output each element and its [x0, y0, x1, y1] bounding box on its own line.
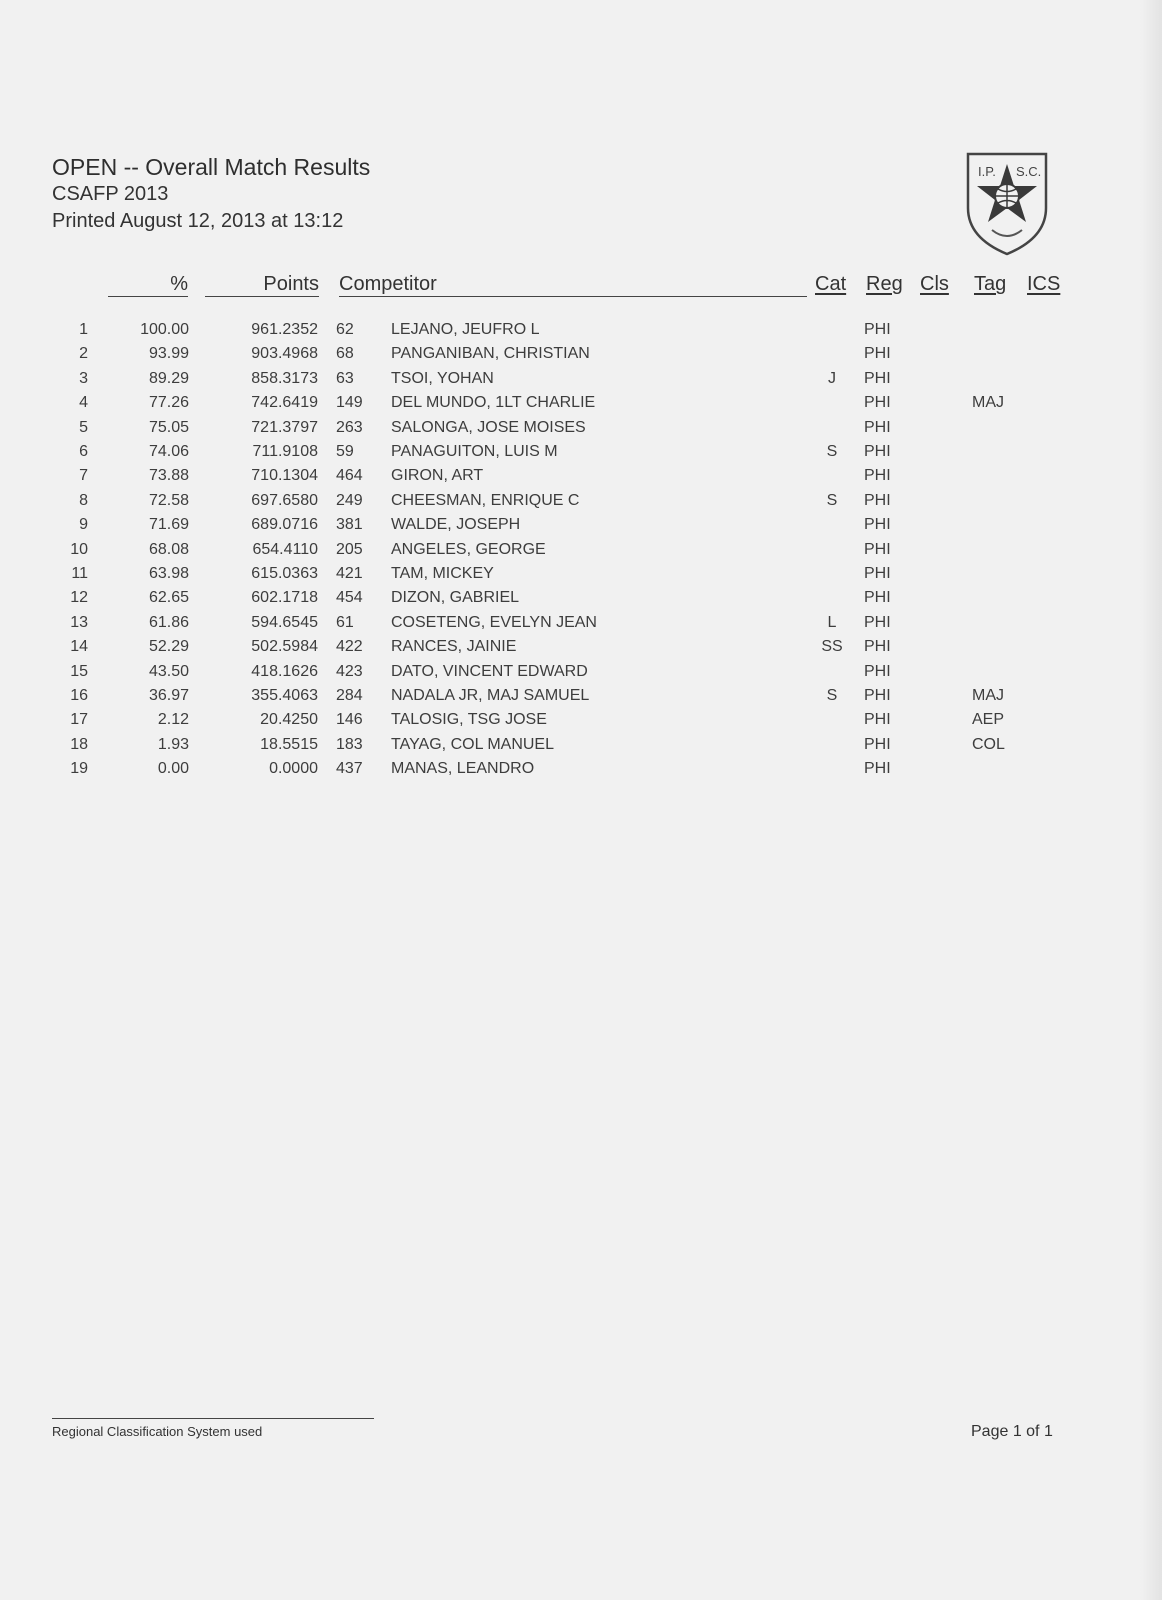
row-region: PHI	[864, 516, 891, 534]
column-header-cat: Cat	[815, 273, 847, 295]
row-region: PHI	[864, 662, 891, 680]
row-percent: 71.69	[148, 516, 189, 534]
table-row	[0, 660, 1162, 684]
row-category: S	[826, 687, 838, 704]
row-competitor-number: 146	[336, 711, 363, 729]
table-row	[0, 733, 1162, 757]
row-percent: 1.93	[157, 735, 189, 753]
logo-text-left: I.P.	[978, 164, 996, 179]
column-header-points: Points	[205, 272, 319, 297]
match-name: CSAFP 2013	[52, 183, 169, 205]
row-percent: 74.06	[148, 443, 189, 460]
row-competitor-number: 63	[336, 369, 354, 387]
row-place: 19	[70, 760, 88, 778]
row-region: PHI	[864, 369, 891, 387]
row-points: 742.6419	[251, 394, 318, 412]
row-competitor-number: 68	[336, 345, 354, 363]
row-place: 16	[70, 687, 88, 704]
row-points: 689.0716	[251, 516, 318, 534]
page-title: OPEN -- Overall Match Results	[52, 154, 371, 180]
column-header-reg: Reg	[866, 273, 903, 295]
row-percent: 73.88	[148, 467, 189, 485]
row-competitor-name: PANAGUITON, LUIS M	[391, 443, 558, 460]
column-header-ics: ICS	[1027, 273, 1061, 295]
table-row	[0, 489, 1162, 513]
row-points: 654.4110	[252, 540, 318, 558]
column-header-tag: Tag	[974, 273, 1007, 295]
row-category: S	[826, 491, 838, 509]
row-competitor-number: 59	[336, 443, 354, 460]
row-region: PHI	[864, 321, 891, 338]
row-percent: 43.50	[148, 662, 189, 680]
row-place: 11	[71, 565, 88, 582]
row-points: 355.4063	[251, 687, 318, 704]
row-region: PHI	[864, 394, 891, 412]
row-competitor-name: RANCES, JAINIE	[391, 638, 517, 656]
row-points: 858.3173	[251, 369, 318, 387]
row-place: 9	[79, 516, 88, 534]
row-percent: 89.29	[148, 369, 189, 387]
row-competitor-number: 381	[336, 516, 363, 534]
row-tag: MAJ	[972, 394, 1004, 412]
row-percent: 52.29	[148, 638, 189, 656]
page-number: Page 1 of 1	[971, 1423, 1053, 1440]
row-competitor-name: DIZON, GABRIEL	[391, 589, 520, 607]
row-points: 710.1304	[251, 467, 318, 485]
row-competitor-name: MANAS, LEANDRO	[391, 760, 535, 778]
row-points: 697.6580	[251, 491, 318, 509]
row-competitor-name: ANGELES, GEORGE	[391, 540, 546, 558]
table-row	[0, 708, 1162, 732]
row-place: 15	[70, 662, 88, 680]
row-competitor-number: 61	[336, 613, 354, 631]
table-row	[0, 757, 1162, 781]
row-region: PHI	[864, 613, 891, 631]
row-competitor-number: 183	[336, 735, 363, 753]
table-row	[0, 611, 1162, 635]
row-competitor-number: 149	[336, 394, 363, 412]
row-competitor-name: LEJANO, JEUFRO L	[391, 321, 540, 338]
table-row	[0, 586, 1162, 610]
ipsc-shield-icon	[964, 150, 1050, 258]
footer-divider	[52, 1418, 374, 1419]
row-competitor-name: TALOSIG, TSG JOSE	[391, 711, 547, 729]
row-region: PHI	[864, 735, 891, 753]
row-points: 502.5984	[251, 638, 318, 656]
table-row	[0, 538, 1162, 562]
row-competitor-number: 62	[336, 321, 354, 338]
row-competitor-number: 454	[336, 589, 363, 607]
row-competitor-name: DATO, VINCENT EDWARD	[391, 662, 588, 680]
row-competitor-name: TAM, MICKEY	[391, 565, 494, 582]
row-competitor-number: 284	[336, 687, 363, 704]
row-points: 711.9108	[252, 443, 318, 460]
row-points: 721.3797	[251, 418, 318, 436]
column-header-competitor: Competitor	[339, 272, 807, 297]
row-region: PHI	[864, 711, 891, 729]
row-place: 14	[70, 638, 88, 656]
table-row	[0, 464, 1162, 488]
row-place: 2	[79, 345, 88, 363]
row-competitor-number: 263	[336, 418, 363, 436]
row-place: 7	[79, 467, 88, 485]
footer-note: Regional Classification System used	[52, 1424, 263, 1439]
row-place: 12	[70, 589, 88, 607]
row-competitor-number: 421	[336, 565, 363, 582]
row-competitor-name: GIRON, ART	[391, 467, 484, 485]
row-points: 418.1626	[251, 662, 318, 680]
table-row	[0, 342, 1162, 366]
row-percent: 61.86	[148, 613, 189, 631]
row-competitor-name: COSETENG, EVELYN JEAN	[391, 613, 597, 631]
table-row	[0, 367, 1162, 391]
printed-timestamp: Printed August 12, 2013 at 13:12	[52, 210, 344, 232]
row-points: 0.0000	[269, 760, 318, 778]
row-percent: 72.58	[148, 491, 189, 509]
row-percent: 63.98	[148, 565, 189, 582]
row-competitor-name: TAYAG, COL MANUEL	[391, 735, 554, 753]
row-competitor-name: WALDE, JOSEPH	[391, 516, 521, 534]
table-row	[0, 513, 1162, 537]
row-place: 1	[79, 321, 88, 338]
row-points: 615.0363	[251, 565, 318, 582]
row-region: PHI	[864, 760, 891, 778]
row-points: 961.2352	[251, 321, 318, 338]
row-category: S	[826, 443, 838, 460]
row-category: J	[828, 369, 836, 387]
row-region: PHI	[864, 540, 891, 558]
row-region: PHI	[864, 565, 891, 582]
row-competitor-name: SALONGA, JOSE MOISES	[391, 418, 586, 436]
row-percent: 100.00	[140, 321, 189, 338]
row-region: PHI	[864, 589, 891, 607]
row-points: 18.5515	[260, 735, 318, 753]
row-competitor-number: 423	[336, 662, 363, 680]
column-header-cls: Cls	[920, 273, 949, 295]
row-percent: 68.08	[148, 540, 189, 558]
row-competitor-name: CHEESMAN, ENRIQUE C	[391, 491, 580, 509]
table-row	[0, 562, 1162, 586]
row-region: PHI	[864, 467, 891, 485]
logo-text-right: S.C.	[1016, 164, 1042, 179]
row-points: 20.4250	[260, 711, 318, 729]
row-competitor-name: PANGANIBAN, CHRISTIAN	[391, 345, 590, 363]
table-row	[0, 684, 1162, 708]
row-competitor-name: NADALA JR, MAJ SAMUEL	[391, 687, 590, 704]
table-row	[0, 318, 1162, 342]
row-competitor-number: 205	[336, 540, 363, 558]
row-points: 903.4968	[251, 345, 318, 363]
row-percent: 75.05	[148, 418, 189, 436]
row-competitor-name: TSOI, YOHAN	[391, 369, 494, 387]
row-region: PHI	[864, 345, 891, 363]
row-category: SS	[821, 638, 843, 656]
page-edge-shadow	[1140, 0, 1162, 1600]
row-percent: 36.97	[148, 687, 189, 704]
row-category: L	[827, 613, 837, 631]
column-header-percent: %	[108, 272, 188, 297]
row-tag: COL	[972, 735, 1005, 753]
table-row	[0, 391, 1162, 415]
row-place: 10	[70, 540, 88, 558]
row-place: 13	[70, 613, 88, 631]
row-region: PHI	[864, 638, 891, 656]
row-competitor-number: 422	[336, 638, 363, 656]
table-row	[0, 416, 1162, 440]
row-region: PHI	[864, 491, 891, 509]
row-place: 17	[70, 711, 88, 729]
row-competitor-number: 464	[336, 467, 363, 485]
row-percent: 77.26	[148, 394, 189, 412]
row-place: 18	[70, 735, 88, 753]
row-points: 602.1718	[251, 589, 318, 607]
row-tag: MAJ	[972, 687, 1004, 704]
row-percent: 93.99	[148, 345, 189, 363]
row-place: 8	[79, 491, 88, 509]
row-percent: 0.00	[157, 760, 189, 778]
row-region: PHI	[864, 418, 891, 436]
table-row	[0, 440, 1162, 464]
row-competitor-number: 249	[336, 491, 363, 509]
row-points: 594.6545	[251, 613, 318, 631]
row-place: 5	[79, 418, 88, 436]
table-row	[0, 635, 1162, 659]
row-place: 4	[79, 394, 88, 412]
row-region: PHI	[864, 687, 891, 704]
row-place: 6	[79, 443, 88, 460]
row-competitor-number: 437	[336, 760, 363, 778]
row-region: PHI	[864, 443, 891, 460]
row-percent: 2.12	[157, 711, 189, 729]
row-place: 3	[79, 369, 88, 387]
row-tag: AEP	[972, 711, 1005, 729]
row-percent: 62.65	[148, 589, 189, 607]
row-competitor-name: DEL MUNDO, 1LT CHARLIE	[391, 394, 596, 412]
